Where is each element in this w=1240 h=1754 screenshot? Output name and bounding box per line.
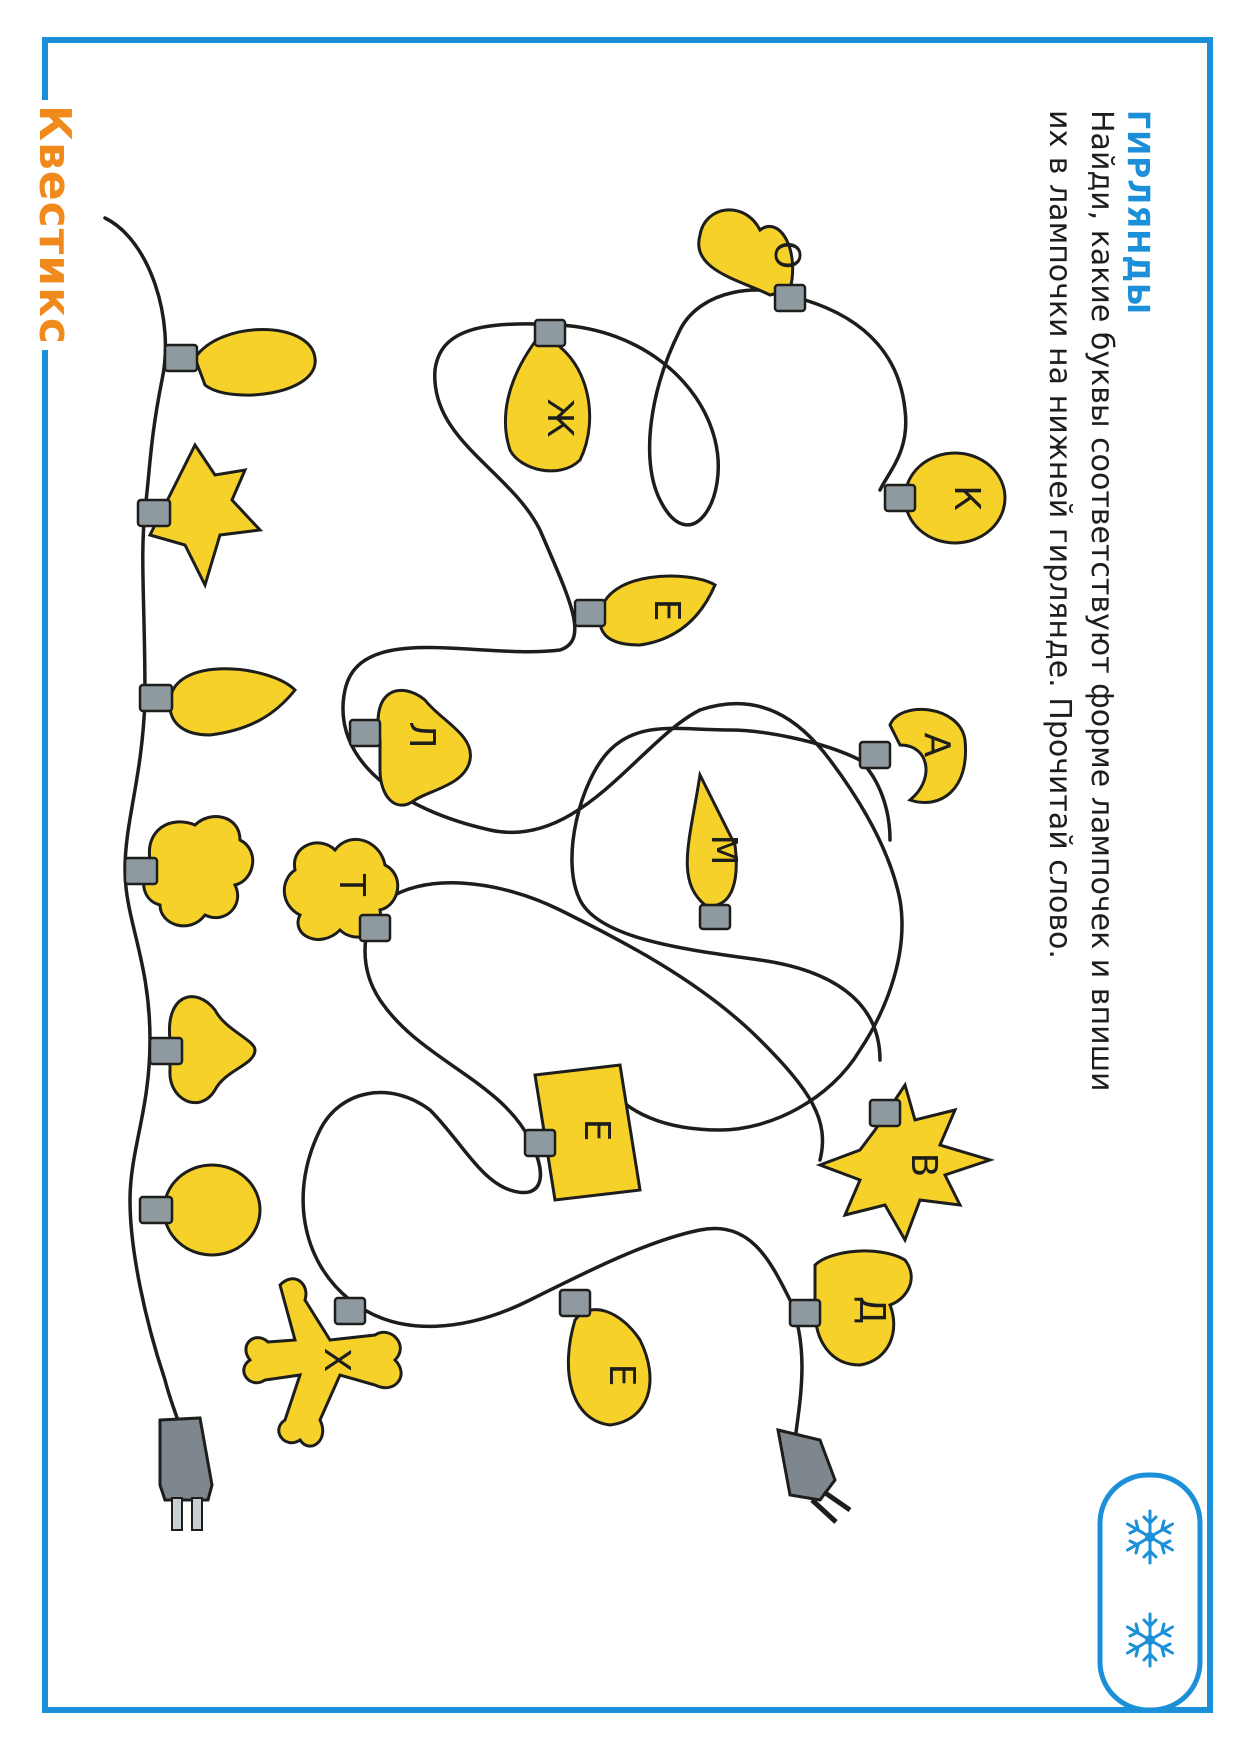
page-title: ГИРЛЯНДЫ bbox=[1120, 110, 1155, 316]
bulb-letter: Х bbox=[316, 1347, 357, 1373]
garland-bulb-heart-o[interactable] bbox=[699, 210, 807, 311]
bulb-letter: Е bbox=[646, 598, 687, 622]
bulb-letter: Т bbox=[331, 874, 372, 896]
garland-bulb-candle-m[interactable] bbox=[687, 775, 744, 929]
garland-bulb-heart-l[interactable] bbox=[350, 690, 470, 805]
garland-bulb-star[interactable] bbox=[138, 445, 260, 585]
bulb-letter: Ж bbox=[539, 398, 580, 438]
bulb-letter: В bbox=[903, 1152, 944, 1178]
garland-bulb-oval-zh[interactable] bbox=[505, 320, 589, 471]
bottom-garland bbox=[105, 218, 315, 1530]
garland-bulb-round-k[interactable] bbox=[885, 453, 1005, 543]
garland-bulb-moon-a[interactable] bbox=[860, 709, 966, 802]
garland-bulb-leaf[interactable] bbox=[140, 669, 295, 735]
bulb-letter: К bbox=[946, 485, 987, 511]
plug-icon bbox=[778, 1430, 850, 1522]
garland-bulb-cloud-t[interactable] bbox=[284, 839, 397, 941]
bulb-letter: О bbox=[766, 240, 807, 270]
garland-bulb-box-e[interactable] bbox=[525, 1065, 640, 1200]
bulb-letter: Д bbox=[851, 1295, 892, 1325]
top-garland bbox=[244, 210, 1005, 1522]
garland-bulb-leaf-e[interactable] bbox=[575, 576, 715, 645]
bulb-letter: М bbox=[703, 834, 744, 866]
garland-bulb-cloud[interactable] bbox=[125, 817, 253, 926]
bulb-letter: Е bbox=[576, 1118, 617, 1142]
brand-logo: Квестикс bbox=[29, 105, 80, 346]
garland-bulb-round[interactable] bbox=[140, 1165, 260, 1255]
bulb-letter: А bbox=[916, 732, 957, 758]
bulb-letter: Л bbox=[401, 721, 442, 749]
garland-bulb-heart[interactable] bbox=[150, 997, 255, 1103]
plug-icon bbox=[160, 1418, 212, 1530]
garland-bulb-boot-d[interactable] bbox=[790, 1251, 911, 1365]
garland-bulb-oval[interactable] bbox=[165, 330, 315, 396]
instruction-line-2: их в лампочки на нижней гирлянде. Прочитай слово. bbox=[1042, 110, 1077, 959]
garland-bulb-star-v[interactable] bbox=[820, 1085, 990, 1240]
garland-bulb-drop-e[interactable] bbox=[560, 1290, 650, 1425]
bulb-letter: Е bbox=[601, 1363, 642, 1387]
garland-bulb-snowflake-x[interactable] bbox=[244, 1279, 401, 1446]
instruction-line-1: Найди, какие буквы соответствуют форме лампочек и впиши bbox=[1084, 110, 1119, 1092]
